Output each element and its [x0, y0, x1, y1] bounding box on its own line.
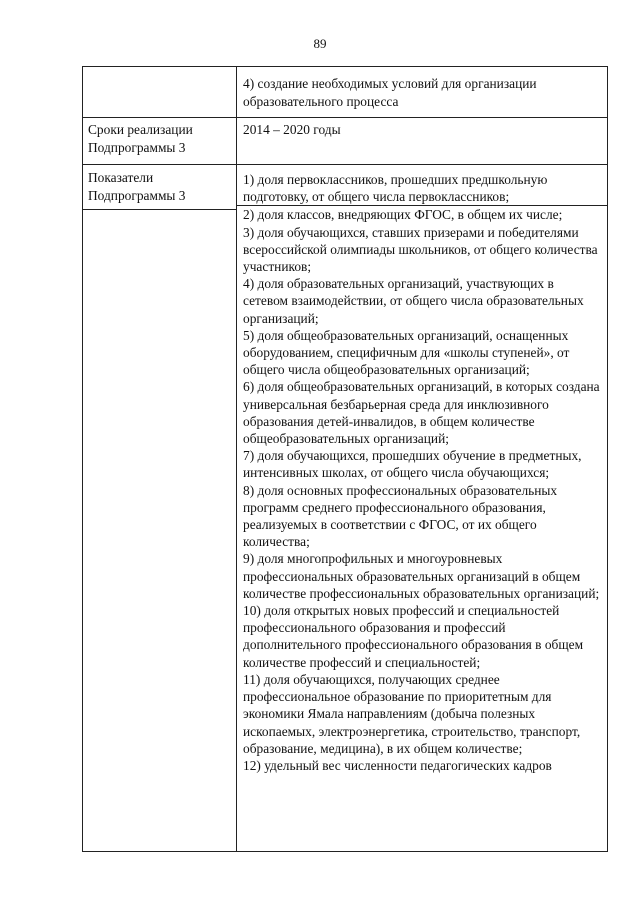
program-passport-table: [82, 66, 608, 852]
indicator-item: 7) доля обучающихся, прошедших обучение в предметных, интенсивных школах, от общего числа обучающихся;: [243, 448, 582, 481]
indicator-item: 5) доля общеобразовательных организаций, оснащенных оборудованием, специфичным для «школы ступеней», от общего числа общеобразовательных организаций;: [243, 327, 570, 378]
indicator-item: 10) доля открытых новых профессий и специальностей профессионального образования и профессий дополнительного профессионального образования в общем количестве профессий и специальностей;: [243, 603, 584, 670]
table-row-indicators: [83, 164, 607, 851]
goals-label-cell: [83, 67, 237, 117]
indicators-label-cell: [83, 165, 237, 851]
indicator-item: 1) доля первоклассников, прошедших предшкольную подготовку, от общего числа первоклассников;: [237, 171, 607, 206]
terms-label: Сроки реализации Подпрограммы 3: [83, 118, 237, 164]
indicator-item: 8) доля основных профессиональных образовательных программ среднего профессионального образования, реализуемых в соответствии с ФГОС, от их общего количества;: [243, 482, 558, 550]
table-row-goals: [83, 67, 607, 117]
indicator-item: 9) доля многопрофильных и многоуровневых профессиональных образовательных организаций в общем количестве профессиональных образовательных организаций;: [243, 551, 600, 601]
page-number: 89: [313, 36, 327, 51]
table-row-terms: [83, 117, 607, 164]
indicator-item: 6) доля общеобразовательных организаций, в которых создана универсальная безбарьерная среда для инклюзивного образования детей-инвалидов, в общем количестве общеобразовательных организаций;: [243, 379, 600, 447]
terms-value: 2014 – 2020 годы: [243, 122, 341, 137]
indicators-list: [237, 165, 607, 851]
indicators-label: Показатели Подпрограммы 3: [83, 165, 236, 210]
indicator-item: 12) удельный вес численности педагогических кадров: [243, 757, 552, 773]
indicator-item: 2) доля классов, внедряющих ФГОС, в общем их числе;: [243, 207, 563, 223]
indicator-item: 11) доля обучающихся, получающих среднее профессиональное образование по приоритетным для экономики Ямала направлениям (добыча полезных ископаемых, электроэнергетика, строительство, транспорт, образование, медицина), в их общем количестве;: [243, 671, 581, 756]
indicator-item: 3) доля обучающихся, ставших призерами и победителями всероссийской олимпиады школьников, от общего количества участников;: [243, 224, 598, 275]
indicator-item: 4) доля образовательных организаций, участвующих в сетевом взаимодействии, от общего числа образовательных организаций;: [243, 276, 584, 326]
goal-text: 4) создание необходимых условий для организации образовательного процесса: [243, 76, 537, 109]
